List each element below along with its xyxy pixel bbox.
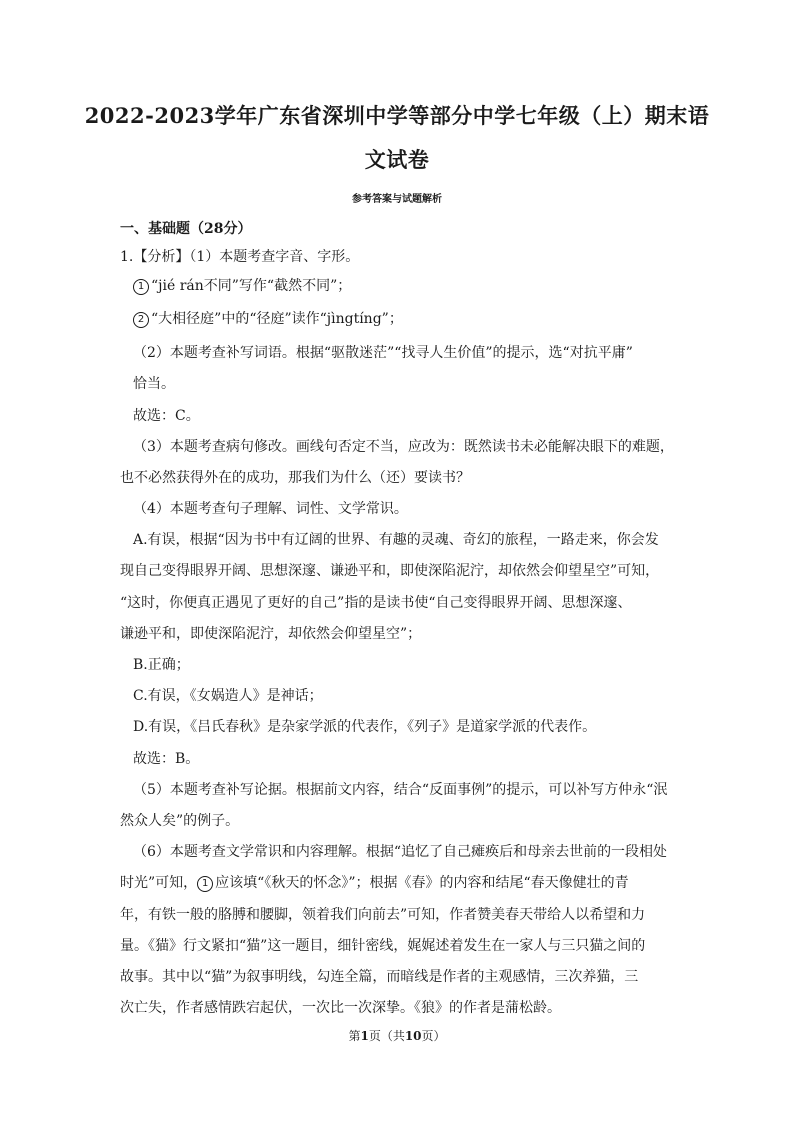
footer-total-pages: 10 — [404, 1029, 422, 1043]
footer-text: 第 — [348, 1029, 361, 1043]
answer-line: 恰当。 — [133, 376, 175, 392]
answer-line: 也不必然获得外在的成功，那我们为什么（还）要读书？ — [120, 470, 470, 486]
answer-line: 然众人矣”的例子。 — [120, 813, 240, 829]
answer-line: C.有误，《女娲造人》是神话； — [133, 688, 323, 704]
document-title-line2: 文试卷 — [364, 147, 430, 172]
document-subtitle: 参考答案与试题解析 — [352, 194, 442, 205]
answer-line: “这时，你便真正遇见了更好的自己”指的是读书使“自己变得眼界开阔、思想深邃、 — [120, 595, 632, 611]
answer-line: 1.【分析】（1）本题考查字音、字形。 — [120, 249, 360, 265]
answer-line: B.正确； — [133, 657, 190, 673]
answer-line: A.有误，根据“因为书中有辽阔的世界、有趣的灵魂、奇幻的旅程，一路走来，你会发 — [133, 532, 659, 548]
circled-number-1: 1 — [197, 876, 213, 892]
answer-line: D.有误，《吕氏春秋》是杂家学派的代表作，《列子》是道家学派的代表作。 — [133, 719, 597, 735]
answer-line: 故选：C。 — [133, 408, 200, 424]
answer-line: （4）本题考查句子理解、词性、文学常识。 — [133, 501, 408, 517]
answer-line: 故事。其中以“猫”为叙事明线，勾连全篇，而暗线是作者的主观感情，三次养猫，三 — [120, 969, 639, 985]
answer-line: 谦逊平和，即使深陷泥泞，却依然会仰望星空”； — [120, 626, 422, 642]
answer-line-item-2 — [133, 312, 403, 328]
footer-text: 页） — [421, 1029, 446, 1043]
answer-line-item-1 — [133, 279, 351, 295]
answer-line-text: “jié rán不同”写作“截然不同”； — [151, 278, 352, 294]
answer-line: 现自己变得眼界开阔、思想深邃、谦逊平和，即使深陷泥泞，却依然会仰望星空”可知， — [120, 563, 660, 579]
answer-line: （6）本题考查文学常识和内容理解。根据“追忆了自己瘫痪后和母亲去世前的一段相处 — [133, 844, 668, 860]
answer-line-item-3 — [120, 876, 629, 892]
answer-line-text: 应该填“《秋天的怀念》”；根据《春》的内容和结尾“春天像健壮的青 — [215, 875, 629, 891]
answer-line: （3）本题考查病句修改。画线句否定不当，应改为：既然读书未必能解决眼下的难题， — [133, 439, 674, 455]
answer-line: （2）本题考查补写词语。根据“驱散迷茫”“找寻人生价值”的提示，选“对抗平庸” — [133, 345, 633, 361]
answer-line: 年，有铁一般的胳膊和腰脚，领着我们向前去”可知，作者赞美春天带给人以希望和力 — [120, 907, 646, 923]
footer-text: 页（共 — [368, 1029, 405, 1043]
answer-line-text: “大相径庭”中的“径庭”读作“jìngtíng”； — [151, 311, 403, 327]
footer-page-number: 1 — [360, 1029, 369, 1043]
answer-line: 量。《猫》行文紧扣“猫”这一题目，细针密线，娓娓述着发生在一家人与三只猫之间的 — [120, 938, 646, 954]
answer-line: （5）本题考查补写论据。根据前文内容，结合“反面事例”的提示，可以补写方仲永“泯 — [133, 782, 668, 798]
answer-line-text: 时光”可知， — [120, 875, 198, 891]
page-footer — [0, 1027, 794, 1044]
circled-number-2: 2 — [133, 312, 149, 328]
answer-line: 故选：B。 — [133, 751, 200, 767]
section-heading: 一、基础题（28分） — [120, 221, 252, 237]
document-title-line1: 2022-2023学年广东省深圳中学等部分中学七年级（上）期末语 — [84, 103, 710, 128]
answer-line: 次亡失，作者感情跌宕起伏，一次比一次深挚。《狼》的作者是蒲松龄。 — [120, 1000, 561, 1016]
circled-number-1: 1 — [133, 279, 149, 295]
